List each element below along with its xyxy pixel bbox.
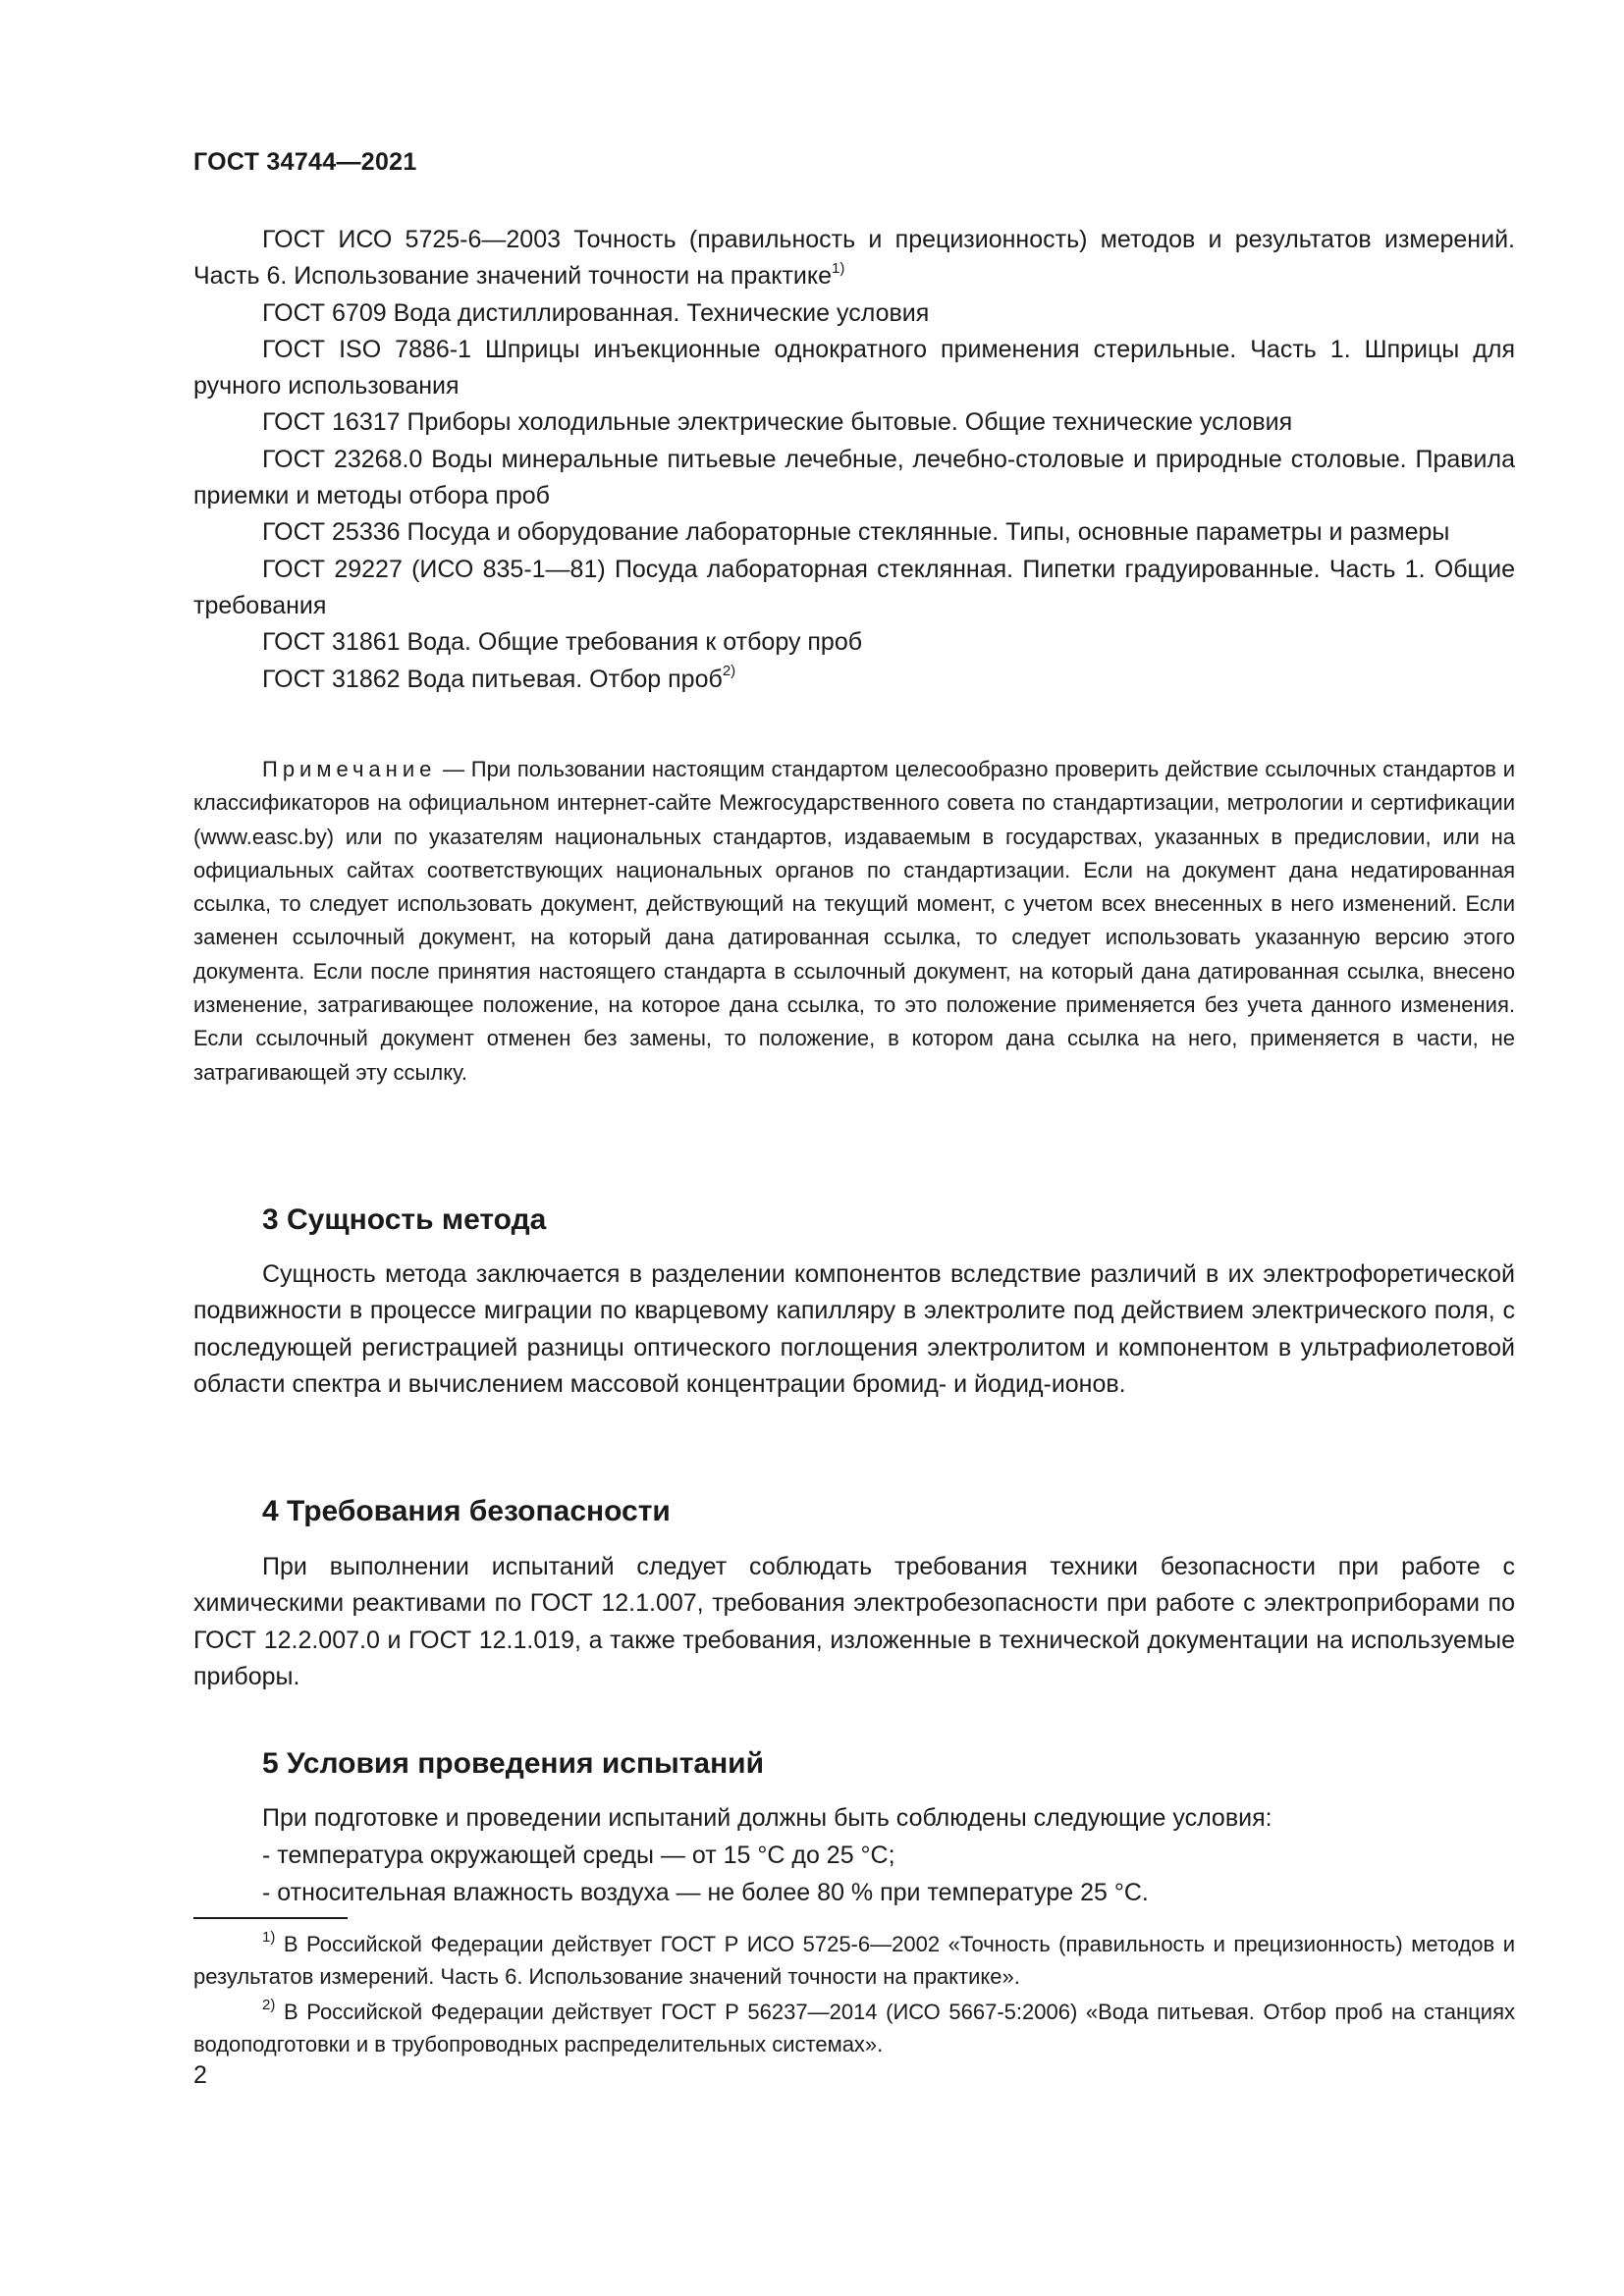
footnote-2: $^{2)}$ В Российской Федерации действует ГОСТ Р 56237—2014 (ИСО 5667-5:2006) «Вода питьевая. Отбор проб на станциях водоподготовки и в трубопроводных распределительных системах». — [193, 1996, 1515, 2056]
reference-item: ГОСТ 16317 Приборы холодильные электрические бытовые. Общие технические условия — [262, 408, 1293, 437]
condition-item-temperature: - температура окружающей среды — от 15 °C до 25 °C; — [262, 1842, 895, 1869]
references-note — [193, 753, 1515, 1090]
reference-item: ГОСТ 25336 Посуда и оборудование лабораторные стеклянные. Типы, основные параметры и размеры — [262, 518, 1450, 547]
section-3-title: 3 Сущность метода — [262, 1203, 547, 1236]
page-number: 2 — [193, 2061, 207, 2089]
section-3-text: Сущность метода заключается в разделении компонентов вследствие различий в их электрофоретической подвижности в процессе миграции по кварцевому капилляру в электролите под действием электрического поля, с последующей регистрацией разницы оптического поглощения электролитом и компонентом в ультрафиолетовой области спектра и вычислением массовой концентрации бромид- и йодид-ионов. — [193, 1260, 1515, 1398]
document-code-header: ГОСТ 34744—2021 — [193, 148, 417, 176]
footnote-mark: 2) — [722, 663, 736, 680]
footnote-1: $^{1)}$ В Российской Федерации действует ГОСТ Р ИСО 5725-6—2002 «Точность (правильность и прецизионность) методов и результатов измерений. Часть 6. Использование значений точности на практике». — [193, 1928, 1515, 1989]
reference-item: ГОСТ 31862 Вода питьевая. Отбор проб$^{2)}$ — [262, 663, 736, 693]
footnote-mark: 1) — [262, 1928, 276, 1946]
reference-item: ГОСТ 31861 Вода. Общие требования к отбору проб — [262, 628, 863, 657]
normative-references-list — [193, 222, 1515, 698]
section-5-title: 5 Условия проведения испытаний — [262, 1747, 765, 1780]
section-4-title: 4 Требования безопасности — [262, 1495, 671, 1527]
reference-item: ГОСТ ИСО 5725-6—2003 Точность (правильность и прецизионность) методов и результатов измерений. Часть 6. Использование значений точности на практике$^{1)}$ — [193, 226, 1515, 291]
footnote-mark: 2) — [262, 1996, 276, 2013]
section-4-text: При выполнении испытаний следует соблюдать требования техники безопасности при работе с химическими реактивами по ГОСТ 12.1.007, требования электробезопасности при работе с электроприборами по ГОСТ 12.2.007.0 и ГОСТ 12.1.019, а также требования, изложенные в технической документации на используемые приборы. — [193, 1553, 1515, 1690]
reference-item: ГОСТ 23268.0 Воды минеральные питьевые лечебные, лечебно-столовые и природные столовые. Правила приемки и методы отбора проб — [193, 445, 1515, 510]
note-label: Примечание — [262, 757, 437, 781]
reference-item: ГОСТ ISO 7886-1 Шприцы инъекционные однократного применения стерильные. Часть 1. Шприцы для ручного использования — [193, 335, 1515, 400]
condition-item-humidity: - относительная влажность воздуха — не более 80 % при температуре 25 °C. — [262, 1879, 1149, 1906]
reference-item: ГОСТ 29227 (ИСО 835-1—81) Посуда лабораторная стеклянная. Пипетки градуированные. Часть 1. Общие требования — [193, 555, 1515, 619]
note-text: — При пользовании настоящим стандартом целесообразно проверить действие ссылочных стандартов и классификаторов на официальном интернет-сайте Межгосударственного совета по стандартизации, метрологии и сертификации (www.easc.by) или по указателям национальных стандартов, издаваемым в государствах, указанных в предисловии, или на официальных сайтах соответствующих национальных органов по стандартизации. Если на документ дана недатированная ссылка, то следует использовать документ, действующий на текущий момент, с учетом всех внесенных в него изменений. Если заменен ссылочный документ, на который дана датированная ссылка, то следует использовать указанную версию этого документа. Если после принятия настоящего стандарта в ссылочный документ, на который дана датированная ссылка, внесено изменение, затрагивающее положение, на которое дана ссылка, то это положение применяется без учета данного изменения. Если ссылочный документ отменен без замены, то положение, в котором дана ссылка на него, применяется в части, не затрагивающей эту ссылку. — [193, 757, 1515, 1085]
footnote-mark: 1) — [831, 259, 845, 277]
reference-item: ГОСТ 6709 Вода дистиллированная. Технические условия — [262, 298, 930, 327]
section-5-intro: При подготовке и проведении испытаний должны быть соблюдены следующие условия: — [262, 1804, 1272, 1832]
footnote-separator — [193, 1917, 348, 1919]
